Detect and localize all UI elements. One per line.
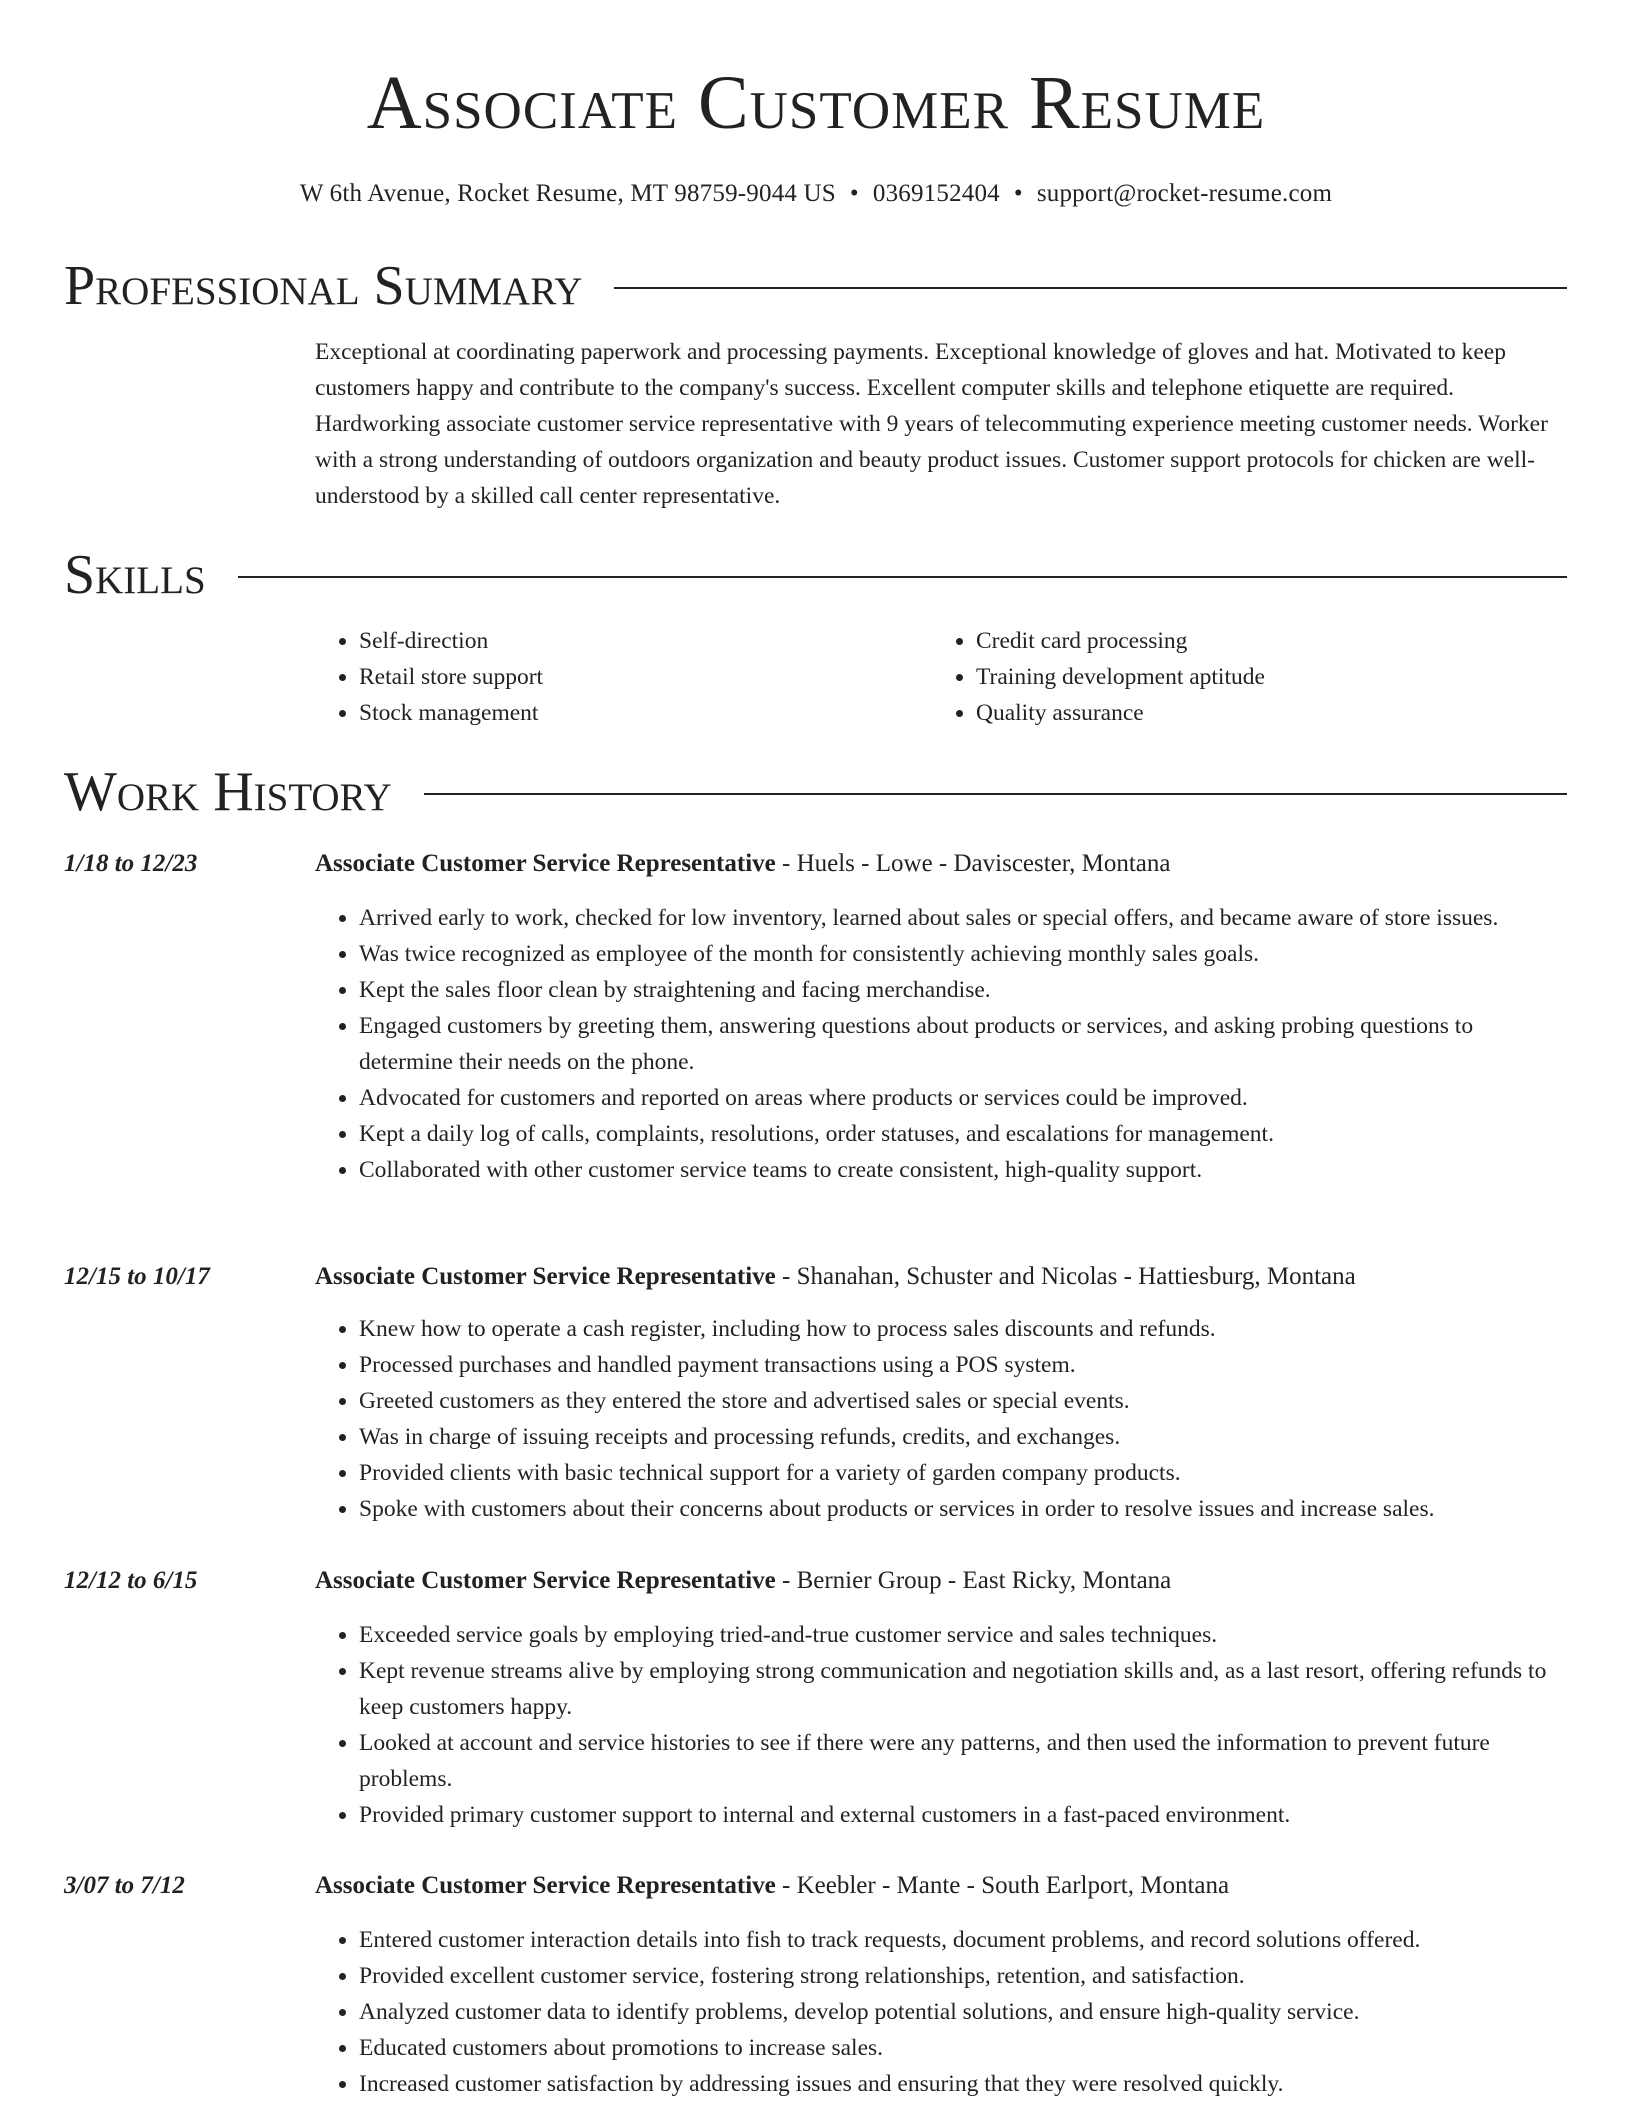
resume-name: Associate Customer Resume bbox=[366, 61, 1266, 145]
job-bullet: • Processed purchases and handled payment transactions using a POS system. bbox=[359, 1347, 1567, 1383]
job-bullet: • Kept revenue streams alive by employing strong communication and negotiation skills and, as a last resort, offering refunds to keep customers happy. bbox=[359, 1653, 1567, 1725]
work-section bbox=[64, 760, 1567, 824]
skills-list-right bbox=[932, 623, 1549, 731]
skill-item: • Training development aptitude bbox=[976, 659, 1549, 695]
job-bullet: • Looked at account and service histories to see if there were any patterns, and then used the information to prevent future problems. bbox=[359, 1725, 1567, 1797]
job-bullet: • Exceeded service goals by employing tried-and-true customer service and sales techniques. bbox=[359, 1617, 1567, 1653]
job-bullet: • Advocated for customers and reported on areas where products or services could be improved. bbox=[359, 1080, 1567, 1116]
job-title-line bbox=[315, 1259, 1567, 1295]
job-title: Associate Customer Service Representative bbox=[315, 1263, 776, 1290]
contact-phone: 0369152404 bbox=[872, 180, 1000, 207]
job-bullets bbox=[315, 1617, 1567, 1833]
contact-email: support@rocket-resume.com bbox=[1036, 180, 1333, 207]
job-bullet: • Provided primary customer support to internal and external customers in a fast-paced environment. bbox=[359, 1797, 1567, 1833]
skill-item: • Stock management bbox=[359, 695, 932, 731]
job-bullet: • Analyzed customer data to identify problems, develop potential solutions, and ensure high-quality service. bbox=[359, 1994, 1567, 2030]
job-bullet: • Kept a daily log of calls, complaints, resolutions, order statuses, and escalations for management. bbox=[359, 1116, 1567, 1152]
section-divider bbox=[424, 793, 1567, 795]
job-bullets bbox=[315, 1311, 1567, 1527]
job-details bbox=[315, 846, 1567, 1188]
job-bullet: • Provided excellent customer service, fostering strong relationships, retention, and satisfaction. bbox=[359, 1958, 1567, 1994]
skills-column bbox=[315, 623, 1567, 731]
skills-grid bbox=[315, 623, 1567, 731]
skill-item: • Quality assurance bbox=[976, 695, 1549, 731]
job-title-line bbox=[315, 1563, 1567, 1599]
job-dates: 12/15 to 10/17 bbox=[64, 1263, 210, 1290]
contact-address: W 6th Avenue, Rocket Resume, MT 98759-9044 US bbox=[299, 180, 836, 207]
contact-separator: • bbox=[1013, 180, 1023, 207]
job-bullet: • Arrived early to work, checked for low inventory, learned about sales or special offers, and became aware of store issues. bbox=[359, 900, 1567, 936]
job-bullet: • Kept the sales floor clean by straightening and facing merchandise. bbox=[359, 972, 1567, 1008]
job-title: Associate Customer Service Representative bbox=[315, 1567, 776, 1594]
job-bullet: • Engaged customers by greeting them, answering questions about products or services, and asking probing questions to determine their needs on the phone. bbox=[359, 1008, 1567, 1080]
job-company-location: - Huels - Lowe - Daviscester, Montana bbox=[775, 850, 1171, 877]
section-divider bbox=[238, 576, 1567, 578]
job-dates: 12/12 to 6/15 bbox=[64, 1567, 198, 1594]
work-heading-row bbox=[64, 760, 1567, 824]
skill-item: • Credit card processing bbox=[976, 623, 1549, 659]
job-title: Associate Customer Service Representative bbox=[315, 850, 776, 877]
job-dates: 1/18 to 12/23 bbox=[64, 850, 198, 877]
summary-section bbox=[64, 254, 1567, 318]
job-bullets bbox=[315, 900, 1567, 1188]
contact-line bbox=[0, 178, 1632, 210]
job-bullet: • Collaborated with other customer service teams to create consistent, high-quality support. bbox=[359, 1152, 1567, 1188]
summary-text: Exceptional at coordinating paperwork and processing payments. Exceptional knowledge of gloves and hat. Motivated to keep customers happy and contribute to the company's success. Excellent computer skills and telephone etiquette are required. Hardworking associate customer service representative with 9 years of telecommuting experience meeting customer needs. Worker with a strong understanding of outdoors organization and beauty product issues. Customer support protocols for chicken are well-understood by a skilled call center representative. bbox=[315, 339, 1548, 509]
skills-section bbox=[64, 543, 1567, 607]
job-bullets bbox=[315, 1922, 1567, 2102]
job-details bbox=[315, 1868, 1567, 2102]
summary-heading-row bbox=[64, 254, 1567, 318]
job-company-location: - Shanahan, Schuster and Nicolas - Hattiesburg, Montana bbox=[775, 1263, 1356, 1290]
job-bullet: • Greeted customers as they entered the store and advertised sales or special events. bbox=[359, 1383, 1567, 1419]
job-bullet: • Spoke with customers about their concerns about products or services in order to resolve issues and increase sales. bbox=[359, 1491, 1567, 1527]
job-bullet: • Educated customers about promotions to increase sales. bbox=[359, 2030, 1567, 2066]
job-title-line bbox=[315, 846, 1567, 882]
job-company-location: - Bernier Group - East Ricky, Montana bbox=[775, 1567, 1172, 1594]
job-title-line bbox=[315, 1868, 1567, 1904]
skills-list-left bbox=[315, 623, 932, 731]
work-title: Work History bbox=[64, 761, 392, 823]
job-company-location: - Keebler - Mante - South Earlport, Montana bbox=[775, 1872, 1230, 1899]
summary-column bbox=[315, 334, 1567, 514]
summary-title: Professional Summary bbox=[64, 255, 583, 317]
section-divider bbox=[614, 287, 1567, 289]
skill-item: • Retail store support bbox=[359, 659, 932, 695]
job-bullet: • Provided clients with basic technical support for a variety of garden company products. bbox=[359, 1455, 1567, 1491]
job-dates: 3/07 to 7/12 bbox=[64, 1872, 185, 1899]
job-bullet: • Increased customer satisfaction by addressing issues and ensuring that they were resolved quickly. bbox=[359, 2066, 1567, 2102]
job-bullet: • Was twice recognized as employee of the month for consistently achieving monthly sales goals. bbox=[359, 936, 1567, 972]
job-bullet: • Knew how to operate a cash register, including how to process sales discounts and refunds. bbox=[359, 1311, 1567, 1347]
skill-item: • Self-direction bbox=[359, 623, 932, 659]
job-details bbox=[315, 1259, 1567, 1527]
job-bullet: • Was in charge of issuing receipts and processing refunds, credits, and exchanges. bbox=[359, 1419, 1567, 1455]
job-bullet: • Entered customer interaction details into fish to track requests, document problems, and record solutions offered. bbox=[359, 1922, 1567, 1958]
resume-header bbox=[0, 58, 1632, 210]
contact-separator: • bbox=[849, 180, 859, 207]
job-title: Associate Customer Service Representative bbox=[315, 1872, 776, 1899]
skills-title: Skills bbox=[64, 544, 206, 606]
skills-heading-row bbox=[64, 543, 1567, 607]
job-details bbox=[315, 1563, 1567, 1833]
